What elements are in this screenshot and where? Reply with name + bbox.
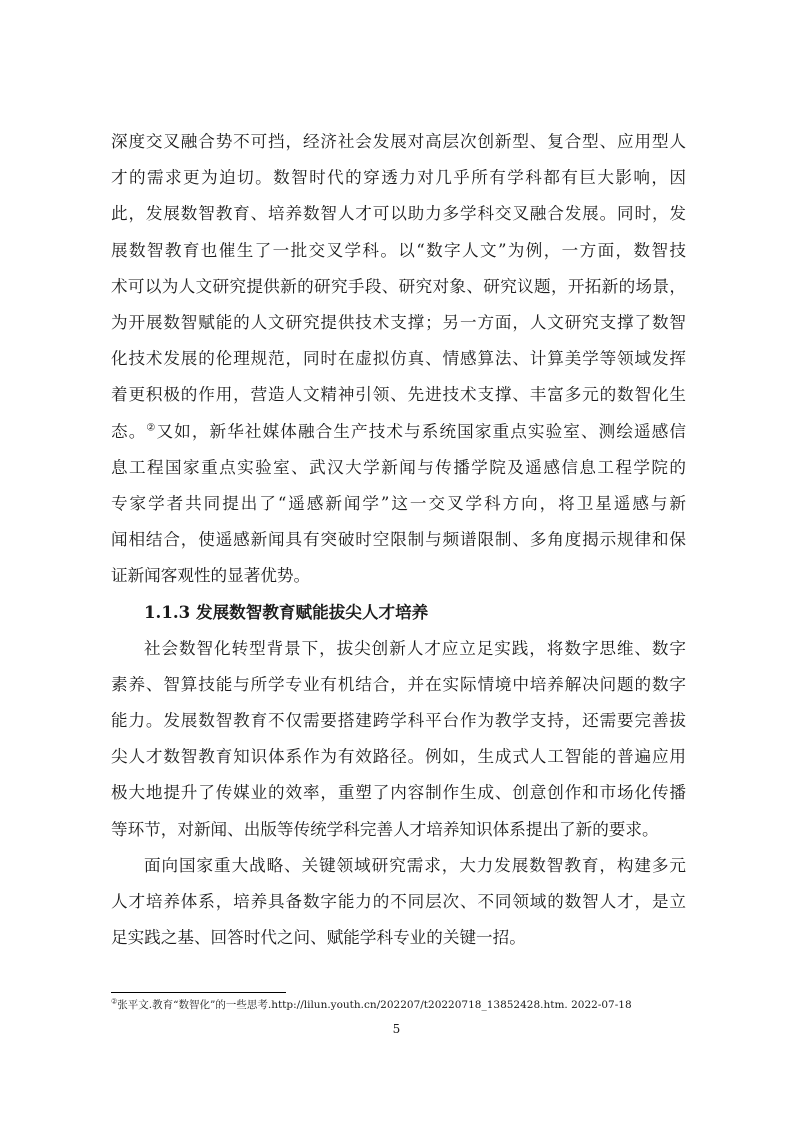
text-line: 深度交叉融合势不可挡，经济社会发展对高层次创新型、复合型、应用型人 [111, 132, 686, 151]
text-line: 专家学者共同提出了“遥感新闻学”这一交叉学科方向，将卫星遥感与新 [111, 493, 686, 513]
text-line: 能力。发展数智教育不仅需要搭建跨学科平台作为教学支持，还需要完善拔 [111, 711, 686, 730]
text-line: 足实践之基、回答时代之问、赋能学科专业的关键一招。 [111, 928, 526, 948]
text-line: 面向国家重大战略、关键领域研究需求，大力发展数智教育，构建多元 [144, 855, 686, 875]
text-segment: 态。 [111, 421, 147, 441]
text-line: 社会数智化转型背景下，拔尖创新人才应立足实践，将数字思维、数字 [144, 638, 686, 658]
text-line: 等环节，对新闻、出版等传统学科完善人才培养知识体系提出了新的要求。 [111, 819, 659, 839]
text-line: 息工程国家重点实验室、武汉大学新闻与传播学院及遥感信息工程学院的 [111, 457, 686, 477]
paragraph-2 [111, 631, 686, 848]
paragraph-3 [111, 848, 686, 957]
text-line: 术可以为人文研究提供新的研究手段、研究对象、研究议题，开拓新的场景， [111, 276, 686, 296]
text-line: 为开展数智赋能的人文研究提供技术支撑；另一方面，人文研究支撑了数智 [111, 312, 686, 332]
footnote-reference[interactable]: ② [146, 421, 157, 433]
paragraph-1 [111, 124, 686, 594]
page-number: 5 [392, 1022, 401, 1036]
text-line: 着更积极的作用，营造人文精神引领、先进技术支撑、丰富多元的数智化生 [111, 385, 686, 405]
text-line: 证新闻客观性的显著优势。 [111, 566, 311, 586]
text-line: 素养、智算技能与所学专业有机结合，并在实际情境中培养解决问题的数字 [111, 674, 686, 694]
text-line: 化技术发展的伦理规范，同时在虚拟仿真、情感算法、计算美学等领域发挥 [111, 349, 686, 369]
text-line-with-footnote-ref [111, 414, 686, 450]
footnote [111, 998, 686, 1012]
footnote-mark: ② [111, 998, 118, 1006]
footnote-divider [111, 992, 286, 993]
footnote-text[interactable]: 张平文.教育“数智化”的一些思考.http://lilun.youth.cn/202207/t20220718_13852428.htm. 2022-07-18 [117, 999, 632, 1011]
text-line: 人才培养体系，培养具备数字能力的不同层次、不同领域的数智人才，是立 [111, 891, 686, 911]
text-segment: 又如，新华社媒体融合生产技术与系统国家重点实验室、测绘遥感信 [156, 421, 686, 441]
text-line: 才的需求更为迫切。数智时代的穿透力对几乎所有学科都有巨大影响，因 [111, 168, 686, 188]
text-line: 闻相结合，使遥感新闻具有突破时空限制与频谱限制、多角度揭示规律和保 [111, 530, 686, 550]
text-line: 极大地提升了传媒业的效率，重塑了内容制作生成、创意创作和市场化传播 [111, 783, 686, 803]
body-text [111, 124, 686, 956]
section-heading: 1.1.3 发展数智教育赋能拔尖人才培养 [144, 602, 429, 623]
text-line: 展数智教育也催生了一批交叉学科。以“数字人文”为例，一方面，数智技 [111, 240, 686, 260]
text-line: 尖人才数智教育知识体系作为有效路径。例如，生成式人工智能的普遍应用 [111, 747, 686, 767]
text-line: 此，发展数智教育、培养数智人才可以助力多学科交叉融合发展。同时，发 [111, 204, 686, 224]
